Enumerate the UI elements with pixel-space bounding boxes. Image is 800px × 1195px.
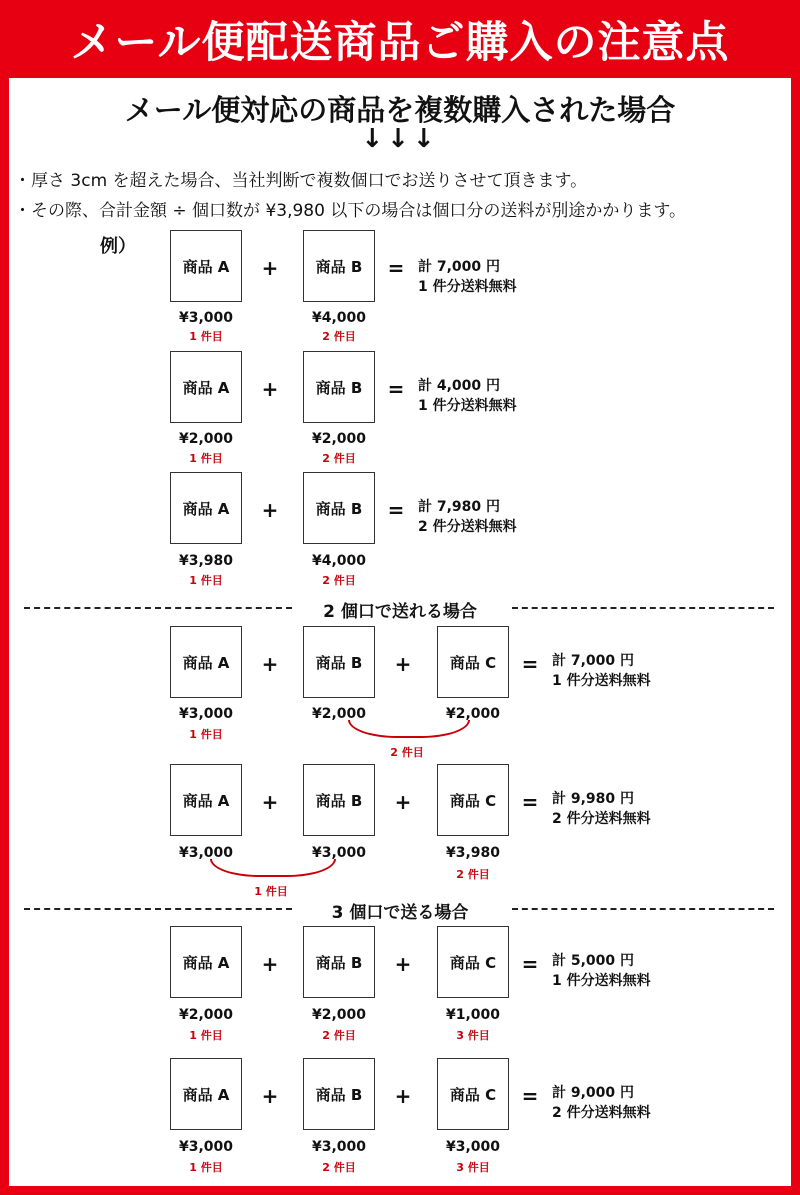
plus-sign: + <box>261 256 279 280</box>
plus-sign: + <box>261 1084 279 1108</box>
product-c-box: 商品 C <box>437 626 509 698</box>
row-shipping: 2 件分送料無料 <box>552 811 651 827</box>
product-b-box: 商品 B <box>303 472 375 544</box>
divider-label: 2 個口で送れる場合 <box>323 602 477 622</box>
row-total: 計 7,980 円 <box>418 499 501 515</box>
count-ab-group: 1 件目 <box>254 885 288 898</box>
equals-sign: = <box>521 952 539 976</box>
plus-sign: + <box>394 652 412 676</box>
section-divider-two-parcels <box>0 597 800 621</box>
count-b: 2 件目 <box>322 1161 356 1174</box>
page-banner <box>0 0 800 78</box>
banner-title: メール便配送商品ご購入の注意点 <box>70 17 730 68</box>
product-a-box: 商品 A <box>170 1058 242 1130</box>
price-a: ¥3,000 <box>178 1139 234 1155</box>
row-total: 計 5,000 円 <box>552 953 635 969</box>
price-a: ¥2,000 <box>178 431 234 447</box>
price-a: ¥3,000 <box>178 706 234 722</box>
price-c: ¥3,980 <box>445 845 501 861</box>
count-bc-group: 2 件目 <box>390 746 424 759</box>
price-b: ¥2,000 <box>311 706 367 722</box>
product-a-box: 商品 A <box>170 351 242 423</box>
product-b-box: 商品 B <box>303 351 375 423</box>
plus-sign: + <box>261 652 279 676</box>
row-total: 計 4,000 円 <box>418 378 501 394</box>
plus-sign: + <box>394 1084 412 1108</box>
divider-label: 3 個口で送る場合 <box>331 903 469 923</box>
equals-sign: = <box>521 1084 539 1108</box>
page-subtitle: メール便対応の商品を複数購入された場合 <box>124 93 676 127</box>
plus-sign: + <box>261 790 279 814</box>
price-b: ¥4,000 <box>311 553 367 569</box>
product-c-box: 商品 C <box>437 1058 509 1130</box>
price-b: ¥3,000 <box>311 845 367 861</box>
count-a: 1 件目 <box>189 330 223 343</box>
product-a-box: 商品 A <box>170 926 242 998</box>
row-total: 計 9,000 円 <box>552 1085 635 1101</box>
product-b-box: 商品 B <box>303 1058 375 1130</box>
count-b: 2 件目 <box>322 1029 356 1042</box>
plus-sign: + <box>261 952 279 976</box>
row-shipping: 2 件分送料無料 <box>418 519 517 535</box>
dashed-line <box>512 607 774 609</box>
price-a: ¥3,980 <box>178 553 234 569</box>
example-label: 例） <box>100 236 136 257</box>
product-a-box: 商品 A <box>170 764 242 836</box>
equals-sign: = <box>387 256 405 280</box>
note-shipping-fee: ・その際、合計金額 ÷ 個口数が ¥3,980 以下の場合は個口分の送料が別途かかります。 <box>14 201 686 221</box>
price-a: ¥3,000 <box>178 310 234 326</box>
count-c: 3 件目 <box>456 1161 490 1174</box>
product-b-box: 商品 B <box>303 230 375 302</box>
dashed-line <box>512 908 774 910</box>
plus-sign: + <box>394 790 412 814</box>
plus-sign: + <box>261 498 279 522</box>
price-b: ¥2,000 <box>311 431 367 447</box>
plus-sign: + <box>394 952 412 976</box>
price-c: ¥3,000 <box>445 1139 501 1155</box>
equals-sign: = <box>387 377 405 401</box>
price-c: ¥2,000 <box>445 706 501 722</box>
row-total: 計 7,000 円 <box>418 259 501 275</box>
equals-sign: = <box>521 790 539 814</box>
row-shipping: 1 件分送料無料 <box>418 279 517 295</box>
equals-sign: = <box>387 498 405 522</box>
equals-sign: = <box>521 652 539 676</box>
product-b-box: 商品 B <box>303 926 375 998</box>
count-a: 1 件目 <box>189 452 223 465</box>
section-divider-three-parcels <box>0 898 800 922</box>
row-total: 計 7,000 円 <box>552 653 635 669</box>
price-b: ¥3,000 <box>311 1139 367 1155</box>
product-c-box: 商品 C <box>437 764 509 836</box>
price-b: ¥2,000 <box>311 1007 367 1023</box>
down-arrows-icon: ↓↓↓ <box>361 124 439 154</box>
count-a: 1 件目 <box>189 1029 223 1042</box>
price-b: ¥4,000 <box>311 310 367 326</box>
product-a-box: 商品 A <box>170 230 242 302</box>
row-shipping: 2 件分送料無料 <box>552 1105 651 1121</box>
row-shipping: 1 件分送料無料 <box>418 398 517 414</box>
row-shipping: 1 件分送料無料 <box>552 673 651 689</box>
count-c: 2 件目 <box>456 868 490 881</box>
count-a: 1 件目 <box>189 728 223 741</box>
row-total: 計 9,980 円 <box>552 791 635 807</box>
row-shipping: 1 件分送料無料 <box>552 973 651 989</box>
product-b-box: 商品 B <box>303 626 375 698</box>
count-b: 2 件目 <box>322 452 356 465</box>
product-a-box: 商品 A <box>170 472 242 544</box>
product-b-box: 商品 B <box>303 764 375 836</box>
price-a: ¥3,000 <box>178 845 234 861</box>
count-b: 2 件目 <box>322 574 356 587</box>
count-c: 3 件目 <box>456 1029 490 1042</box>
price-a: ¥2,000 <box>178 1007 234 1023</box>
count-a: 1 件目 <box>189 574 223 587</box>
count-a: 1 件目 <box>189 1161 223 1174</box>
count-b: 2 件目 <box>322 330 356 343</box>
product-c-box: 商品 C <box>437 926 509 998</box>
plus-sign: + <box>261 377 279 401</box>
note-thickness: ・厚さ 3cm を超えた場合、当社判断で複数個口でお送りさせて頂きます。 <box>14 171 588 191</box>
price-c: ¥1,000 <box>445 1007 501 1023</box>
product-a-box: 商品 A <box>170 626 242 698</box>
